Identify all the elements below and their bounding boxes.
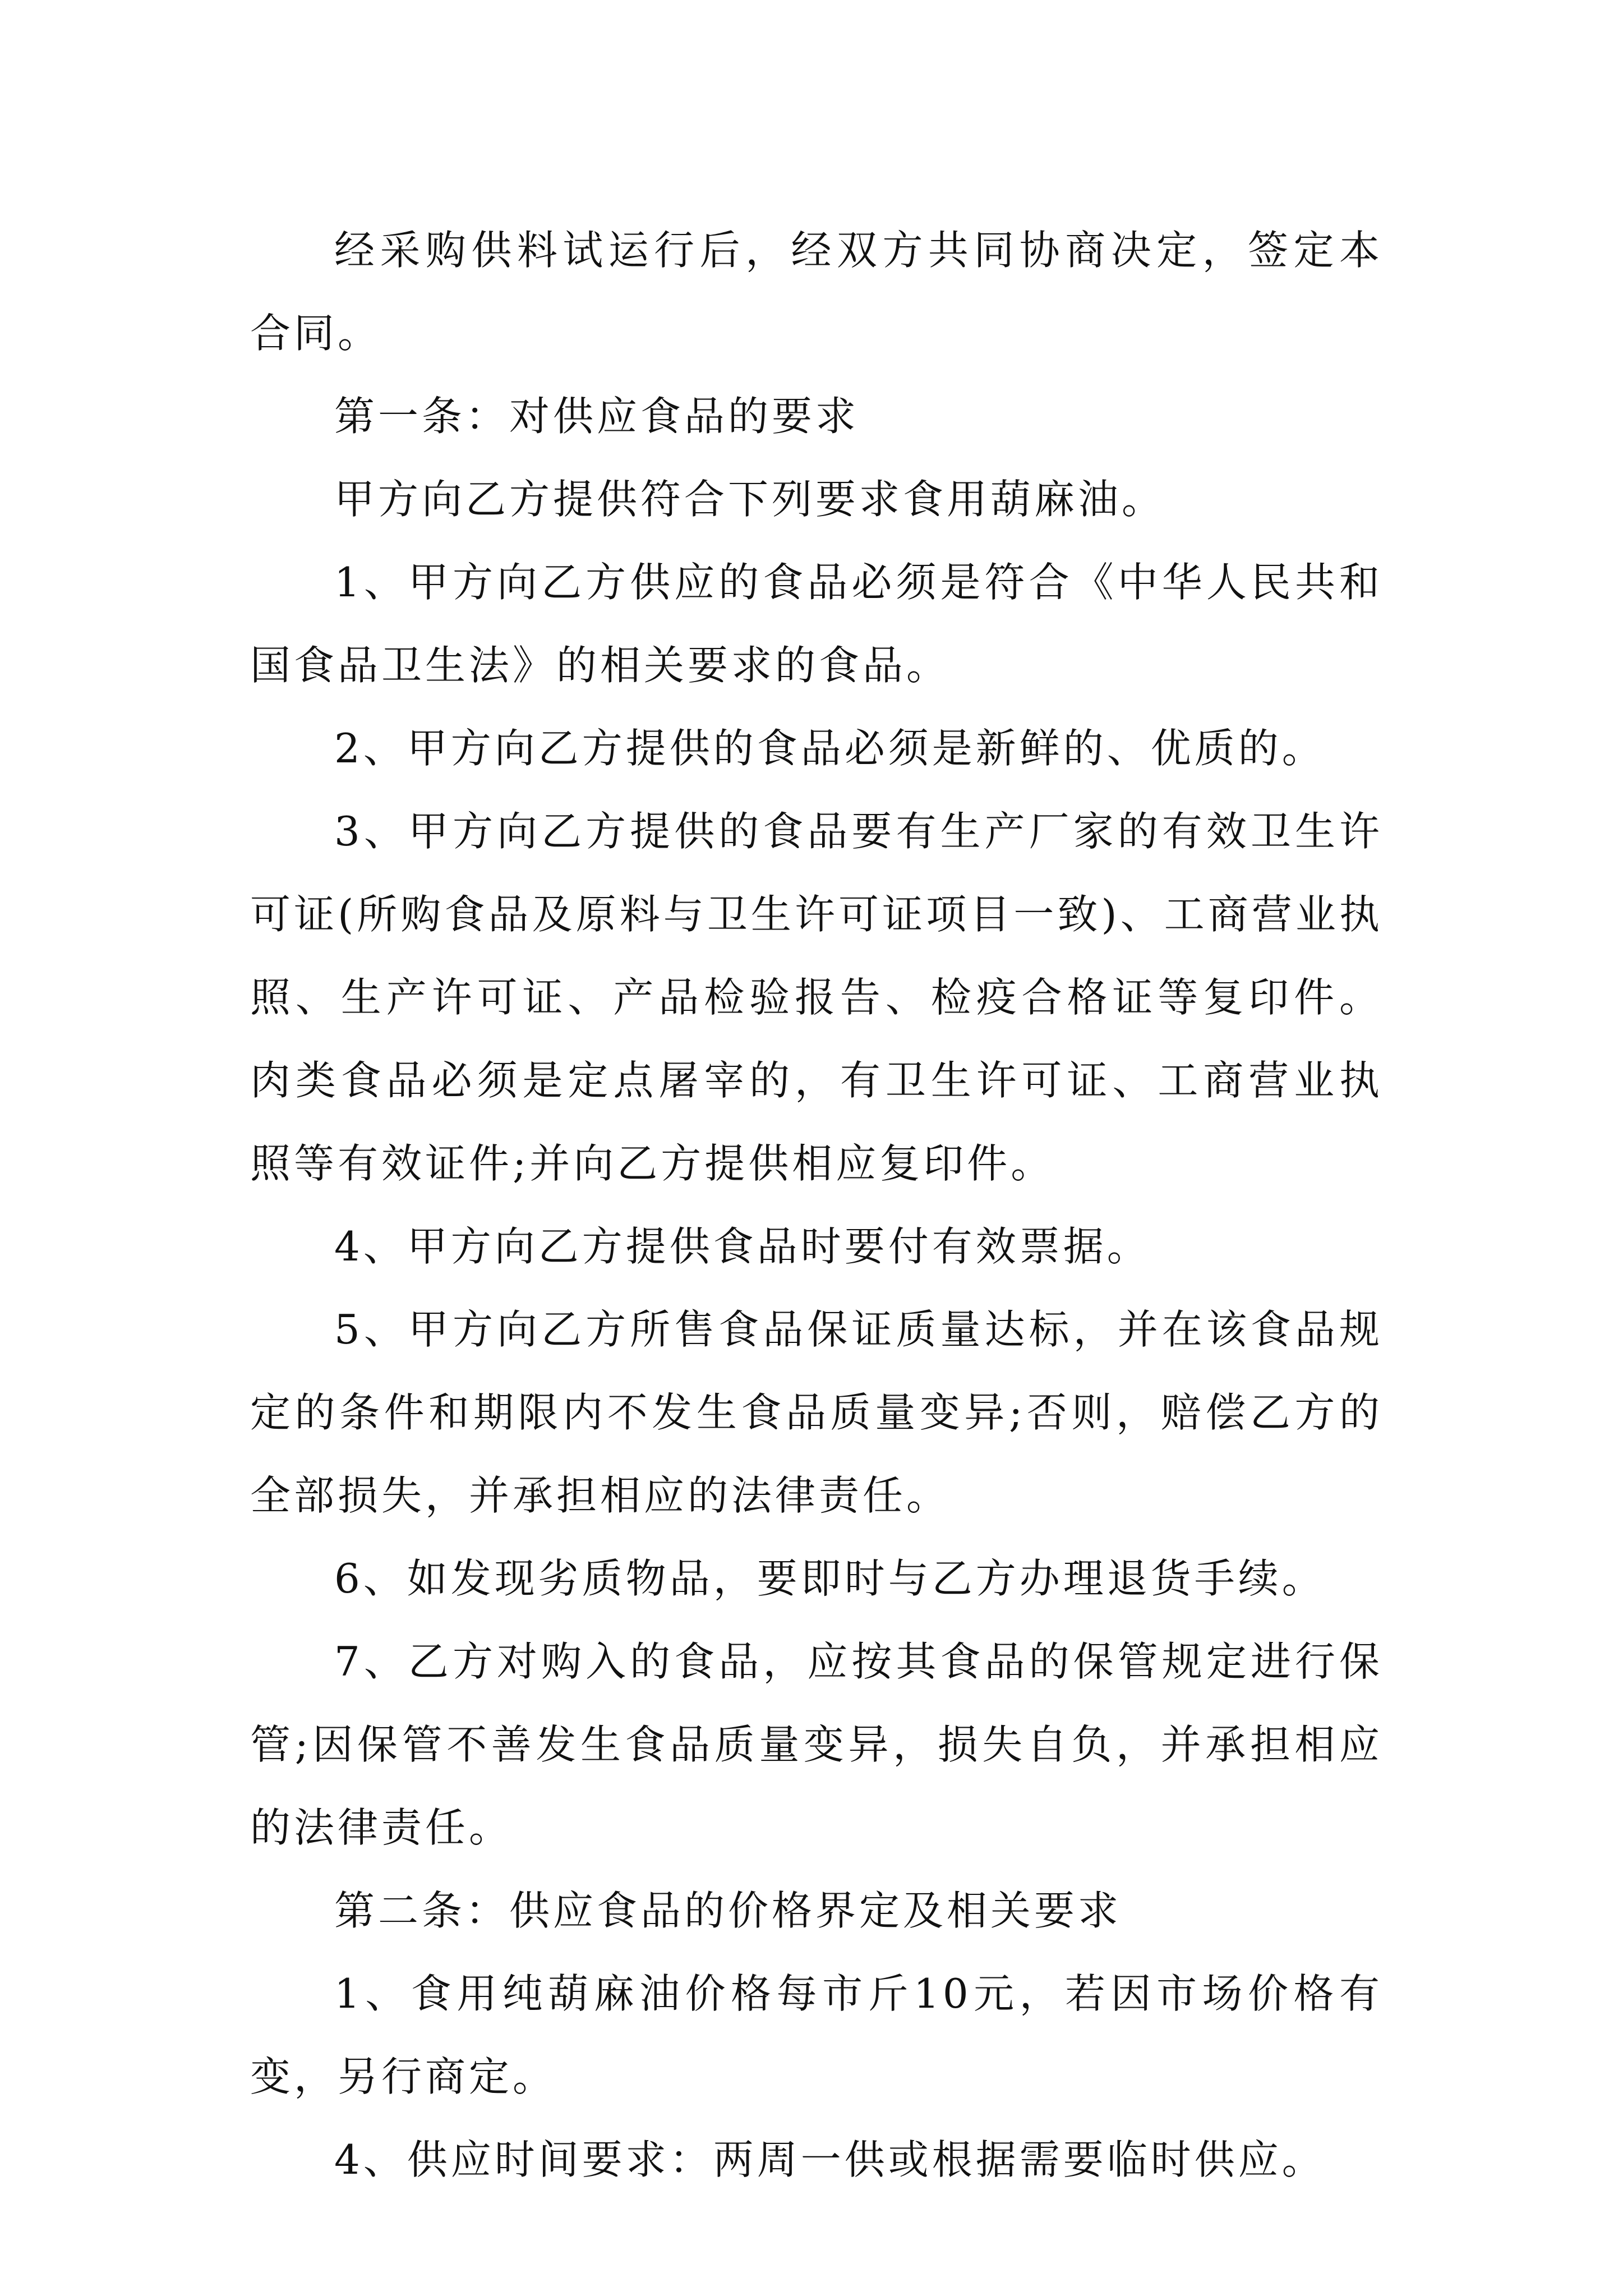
paragraph-intro: 经采购供料试运行后，经双方共同协商决定，签定本合同。 [250,227,1383,357]
clause-3: 3、甲方向乙方提供的食品要有生产厂家的有效卫生许可证(所购食品及原料与卫生许可证项目一致)、工商营业执照、生产许可证、产品检验报告、检疫合格证等复印件。肉类食品必须是定点屠宰的，有卫生许可证、工商营业执照等有效证件;并向乙方提供相应复印件。 [250,808,1383,1187]
clause-2: 2、甲方向乙方提供的食品必须是新鲜的、优质的。 [334,725,1326,772]
clause-6: 6、如发现劣质物品，要即时与乙方办理退货手续。 [334,1555,1326,1602]
heading-article-two: 第二条：供应食品的价格界定及相关要求 [334,1887,1122,1934]
clause-5: 5、甲方向乙方所售食品保证质量达标，并在该食品规定的条件和期限内不发生食品质量变异;否则，赔偿乙方的全部损失，并承担相应的法律责任。 [250,1306,1383,1519]
heading-article-one: 第一条：对供应食品的要求 [334,393,860,440]
paragraph-requirement-intro: 甲方向乙方提供符合下列要求食用葫麻油。 [334,476,1166,523]
clause-1: 1、甲方向乙方供应的食品必须是符合《中华人民共和国食品卫生法》的相关要求的食品。 [250,559,1383,689]
clause-4: 4、甲方向乙方提供食品时要付有效票据。 [334,1223,1151,1270]
clause-7: 7、乙方对购入的食品，应按其食品的保管规定进行保管;因保管不善发生食品质量变异，损失自负，并承担相应的法律责任。 [250,1638,1383,1851]
price-clause-4: 4、供应时间要求：两周一供或根据需要临时供应。 [334,2136,1326,2183]
document-body [250,209,1383,2201]
price-clause-1: 1、食用纯葫麻油价格每市斤10元，若因市场价格有变，另行商定。 [250,1970,1383,2100]
